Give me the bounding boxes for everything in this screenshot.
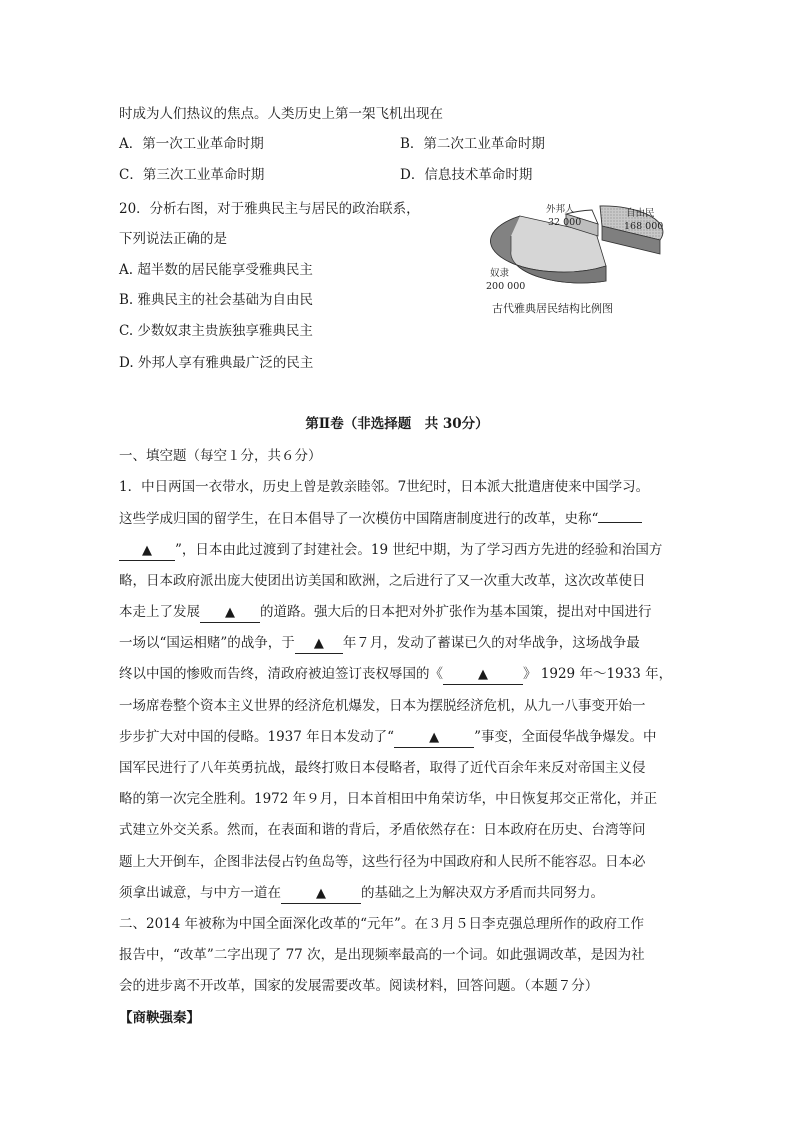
label-free-citizen-value: 168 000 <box>624 221 664 232</box>
fill-line-7: 终以中国的惨败而告终，清政府被迫签订丧权辱国的《 ▲ 》 1929 年～1933 年， <box>119 664 672 685</box>
material-heading: 【商鞅强秦】 <box>119 1010 200 1026</box>
blank-marker: ▲ <box>429 730 440 745</box>
section2-title: 第Ⅱ卷（非选择题 共 30分） <box>305 416 489 432</box>
label-foreigner: 外邦人 <box>546 204 575 215</box>
q2-line-3: 会的进步离不开改革，国家的发展需要改革。阅读材料，回答问题。（本题７分） <box>119 978 599 994</box>
blank-marker: ▲ <box>225 605 235 620</box>
blank-3[interactable] <box>295 634 343 654</box>
q20-option-b[interactable]: B. 雅典民主的社会基础为自由民 <box>119 292 314 308</box>
fill-line-14: 须拿出诚意，与中方一道在 ▲ 的基础之上为解决双方矛盾而共同努力。 <box>119 883 604 904</box>
label-slave-value: 200 000 <box>486 281 526 292</box>
fill-line-3: ▲ ”，日本由此过渡到了封建社会。19 世纪中期，为了学习西方先进的经验和治国方 <box>119 540 662 561</box>
fill-line-11: 略的第一次完全胜利。1972 年９月，日本首相田中角荣访华，中日恢复邦交正常化，并正 <box>119 791 658 807</box>
q19-option-b[interactable]: B．第二次工业革命时期 <box>400 136 545 152</box>
q19-option-c[interactable]: C．第三次工业革命时期 <box>119 167 265 183</box>
chart-title: 古代雅典居民结构比例图 <box>492 302 613 315</box>
fill-line-1: 1．中日两国一衣带水，历史上曾是敦亲睦邻。7世纪时，日本派大批遣唐使来中国学习。 <box>119 479 650 495</box>
q19-stem-tail: 时成为人们热议的焦点。人类历史上第一架飞机出现在 <box>119 106 443 122</box>
label-free-citizen: 自由民 <box>626 208 655 219</box>
fill-line-4: 略，日本政府派出庞大使团出访美国和欧洲，之后进行了又一次重大改革，这次改革使日 <box>119 573 646 589</box>
blank-4[interactable] <box>443 665 523 685</box>
q19-option-a[interactable]: A．第一次工业革命时期 <box>119 136 264 152</box>
blank-marker: ▲ <box>313 636 324 651</box>
part1-header: 一、填空题（每空１分，共６分） <box>119 448 322 464</box>
blank-6[interactable] <box>281 884 361 904</box>
fill-line-5: 本走上了发展 ▲ 的道路。强大后的日本把对外扩张作为基本国策，提出对中国进行 <box>119 602 652 623</box>
blank-marker: ▲ <box>478 667 488 682</box>
q19-option-d[interactable]: D．信息技术革命时期 <box>400 167 533 183</box>
q20-option-c[interactable]: C. 少数奴隶主贵族独享雅典民主 <box>119 323 313 339</box>
q20-option-a[interactable]: A. 超半数的居民能享受雅典民主 <box>119 262 313 278</box>
fill-line-10: 国军民进行了八年英勇抗战，最终打败日本侵略者，取得了近代百余年来反对帝国主义侵 <box>119 760 646 776</box>
blank-5[interactable] <box>394 728 474 748</box>
blank-1[interactable] <box>119 541 175 561</box>
fill-line-6: 一场以“国运相赌”的战争，于 ▲ 年７月，发动了蓄谋已久的对华战争，这场战争最 <box>119 633 640 654</box>
q20-option-d[interactable]: D. 外邦人享有雅典最广泛的民主 <box>119 355 314 371</box>
fill-line-9: 步步扩大对中国的侵略。1937 年日本发动了“ ▲ ”事变，全面侵华战争爆发。中 <box>119 727 656 748</box>
blank-1-part[interactable] <box>598 522 642 523</box>
fill-line-8: 一场席卷整个资本主义世界的经济危机爆发，日本为摆脱经济危机，从九一八事变开始一 <box>119 698 646 714</box>
label-foreigner-value: 32 000 <box>548 217 582 228</box>
fill-line-12: 式建立外交关系。然而，在表面和谐的背后，矛盾依然存在：日本政府在历史、台湾等问 <box>119 822 646 838</box>
q20-stem-line1: 20．分析右图，对于雅典民主与居民的政治联系， <box>119 201 420 217</box>
label-slave: 奴隶 <box>490 268 510 279</box>
q20-stem-line2: 下列说法正确的是 <box>119 231 227 247</box>
fill-line-13: 题上大开倒车，企图非法侵占钓鱼岛等，这些行径为中国政府和人民所不能容忍。日本必 <box>119 854 646 870</box>
q2-line-1: 二、2014 年被称为中国全面深化改革的“元年”。在３月５日李克强总理所作的政府工作 <box>119 916 644 932</box>
blank-marker: ▲ <box>316 886 326 901</box>
athens-population-pie-chart <box>478 196 678 321</box>
q2-line-2: 报告中，“改革”二字出现了 77 次，是出现频率最高的一个词。如此强调改革，是因为社 <box>119 947 645 963</box>
blank-2[interactable] <box>200 603 260 623</box>
fill-line-2: 这些学成归国的留学生，在日本倡导了一次模仿中国隋唐制度进行的改革，史称“ <box>119 509 642 529</box>
blank-marker: ▲ <box>142 543 152 558</box>
